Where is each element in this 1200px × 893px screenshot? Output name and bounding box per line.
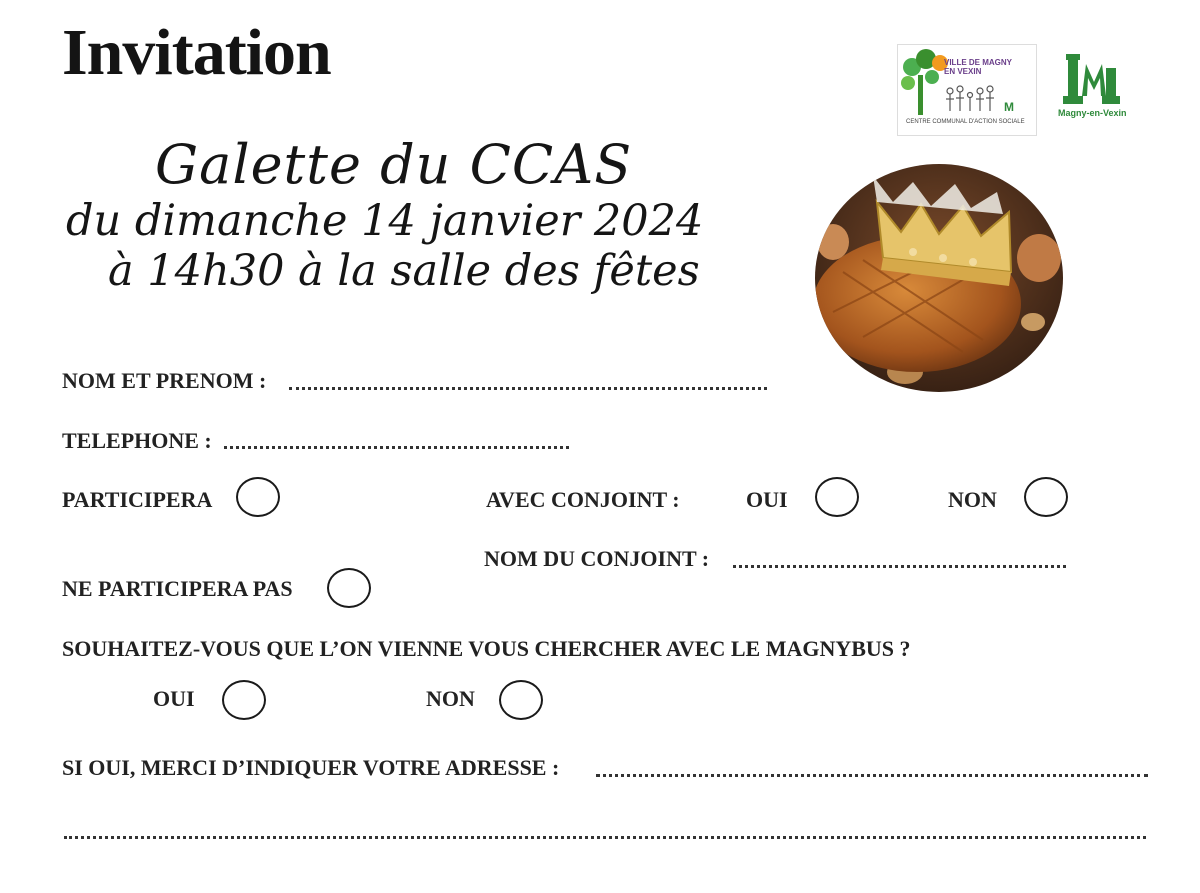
event-title: Galette du CCAS [155, 133, 633, 196]
participate-checkbox[interactable] [236, 477, 280, 517]
ccas-logo-line2: EN VEXIN [944, 66, 982, 76]
ccas-logo [897, 44, 1037, 136]
spouse-no-checkbox[interactable] [1024, 477, 1068, 517]
svg-text:M: M [1004, 100, 1014, 114]
spouse-name-label: NOM DU CONJOINT : [484, 546, 710, 571]
spouse-yes-label: OUI [746, 487, 788, 512]
galette-photo [813, 162, 1065, 394]
ccas-logo-subtitle: CENTRE COMMUNAL D'ACTION SOCIALE [906, 119, 1025, 125]
participate-label: PARTICIPERA [62, 487, 213, 512]
bus-yes-checkbox[interactable] [222, 680, 266, 720]
name-label: NOM ET PRENOM : [62, 368, 267, 393]
not-participate-checkbox[interactable] [327, 568, 371, 608]
spouse-name-field[interactable] [733, 565, 1066, 568]
not-participate-label: NE PARTICIPERA PAS [62, 576, 293, 601]
page-title: Invitation [62, 16, 331, 89]
bus-question: SOUHAITEZ-VOUS QUE L’ON VIENNE VOUS CHERCHER AVEC LE MAGNYBUS ? [62, 636, 911, 661]
event-time-place: à 14h30 à la salle des fêtes [108, 246, 700, 296]
bus-no-label: NON [426, 686, 475, 711]
address-label: SI OUI, MERCI D’INDIQUER VOTRE ADRESSE : [62, 755, 560, 780]
spouse-label: AVEC CONJOINT : [486, 487, 680, 512]
bus-no-checkbox[interactable] [499, 680, 543, 720]
event-date: du dimanche 14 janvier 2024 [66, 196, 704, 246]
ccas-logo-text [944, 59, 1024, 77]
address-field-line1[interactable] [596, 774, 1148, 777]
phone-field[interactable] [224, 446, 569, 449]
magny-chess-icon [1058, 50, 1124, 108]
address-field-line2[interactable] [64, 836, 1146, 839]
ccas-logo-line1: VILLE DE MAGNY [944, 58, 1013, 67]
magny-logo-name: Magny-en-Vexin [1058, 108, 1127, 118]
phone-label: TELEPHONE : [62, 428, 212, 453]
bus-yes-label: OUI [153, 686, 195, 711]
magny-logo [1058, 50, 1127, 124]
spouse-no-label: NON [948, 487, 997, 512]
spouse-yes-checkbox[interactable] [815, 477, 859, 517]
name-field[interactable] [289, 387, 767, 390]
